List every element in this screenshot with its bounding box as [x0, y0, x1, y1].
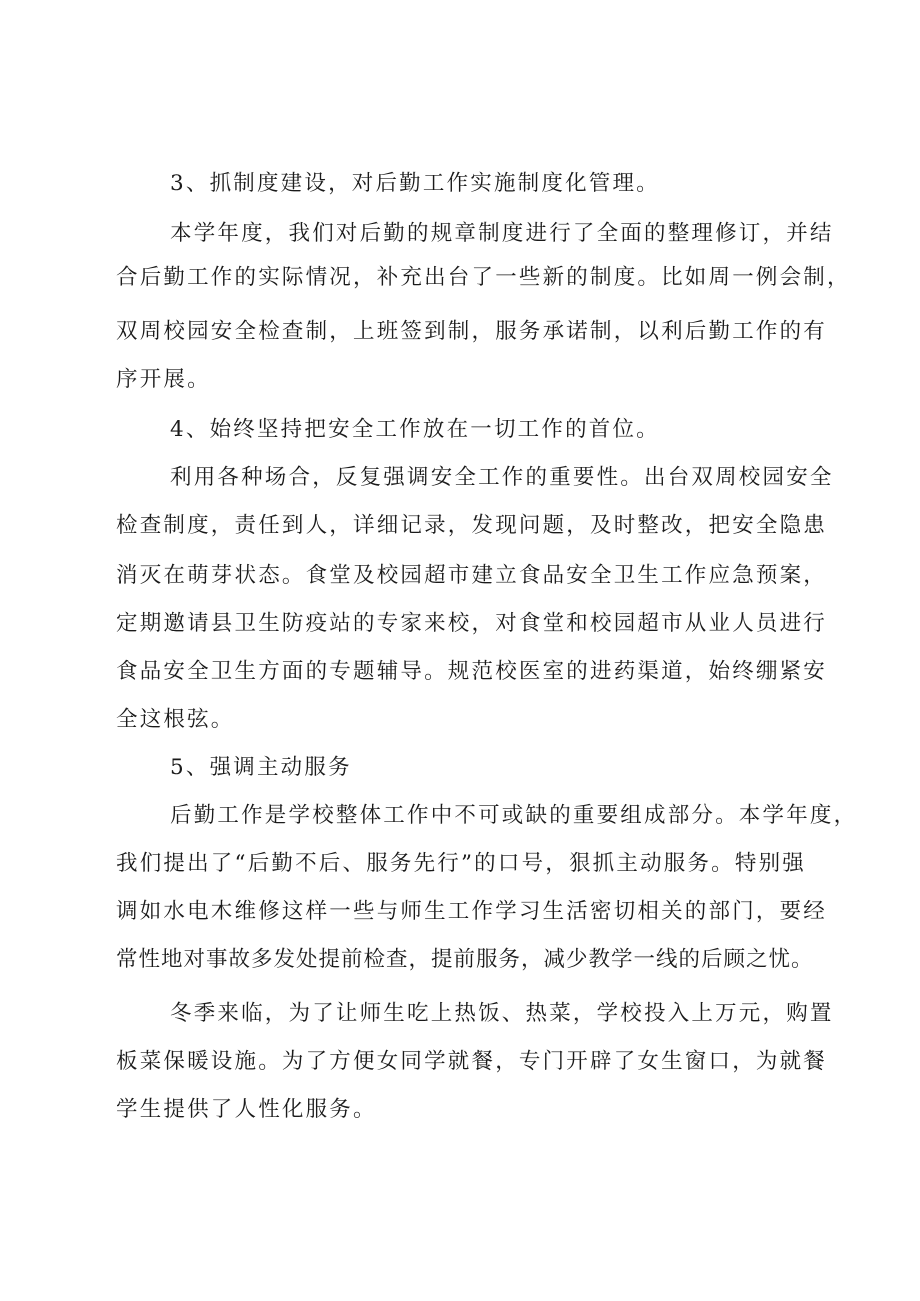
paragraph-line: 食品安全卫生方面的专题辅导。规范校医室的进药渠道，始终绷紧安	[116, 659, 828, 684]
heading-3: 3、抓制度建设，对后勤工作实施制度化管理。	[170, 171, 660, 196]
paragraph-line: 全这根弦。	[116, 707, 235, 732]
paragraph-line: 序开展。	[116, 367, 211, 392]
paragraph-line: 我们提出了“后勤不后、服务先行”的口号，狠抓主动服务。特别强	[116, 851, 806, 876]
paragraph-line: 学生提供了人性化服务。	[116, 1097, 377, 1122]
paragraph-line: 常性地对事故多发处提前检查，提前服务，减少教学一线的后顾之忧。	[116, 947, 814, 972]
paragraph-line: 冬季来临，为了让师生吃上热饭、热菜，学校投入上万元，购置	[170, 1001, 834, 1026]
heading-4: 4、始终坚持把安全工作放在一切工作的首位。	[170, 417, 660, 442]
paragraph-line: 检查制度，责任到人，详细记录，发现问题，及时整改，把安全隐患	[116, 513, 828, 538]
paragraph-line: 本学年度，我们对后勤的规章制度进行了全面的整理修订，并结	[170, 221, 834, 246]
heading-5: 5、强调主动服务	[170, 755, 352, 780]
paragraph-line: 调如水电木维修这样一些与师生工作学习生活密切相关的部门，要经	[116, 899, 828, 924]
paragraph-line: 双周校园安全检查制，上班签到制，服务承诺制，以利后勤工作的有	[116, 319, 828, 344]
paragraph-line: 消灭在萌芽状态。食堂及校园超市建立食品安全卫生工作应急预案，	[116, 563, 828, 588]
paragraph-line: 合后勤工作的实际情况，补充出台了一些新的制度。比如周一例会制，	[116, 265, 851, 290]
paragraph-line: 板菜保暖设施。为了方便女同学就餐，专门开辟了女生窗口，为就餐	[116, 1049, 828, 1074]
paragraph-line: 利用各种场合，反复强调安全工作的重要性。出台双周校园安全	[170, 465, 834, 490]
paragraph-line: 定期邀请县卫生防疫站的专家来校，对食堂和校园超市从业人员进行	[116, 611, 828, 636]
paragraph-line: 后勤工作是学校整体工作中不可或缺的重要组成部分。本学年度，	[170, 803, 858, 828]
